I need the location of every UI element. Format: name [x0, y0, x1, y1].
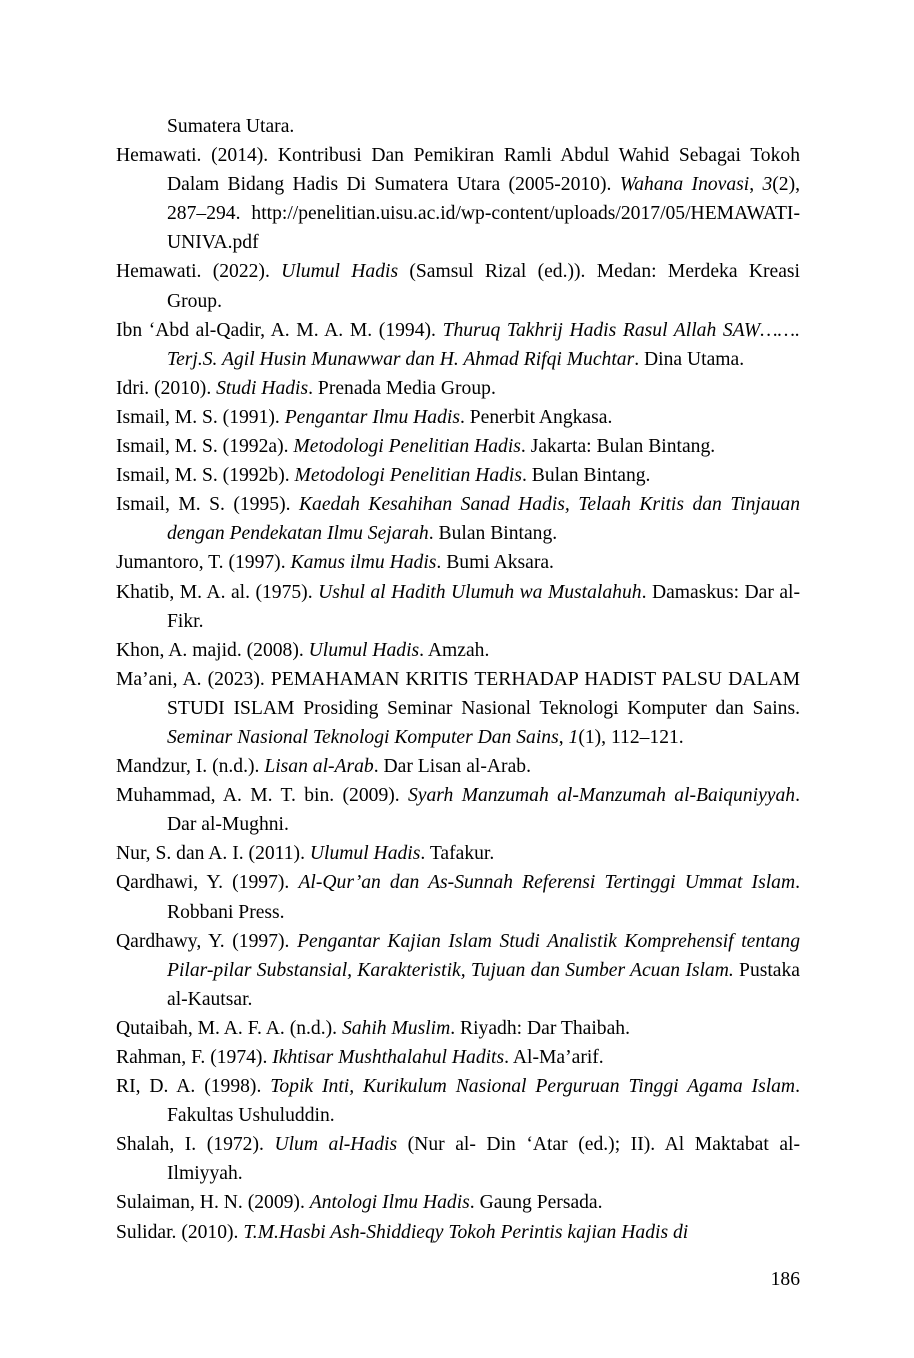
entry-text-italic: Seminar Nasional Teknologi Komputer Dan Sains [167, 726, 559, 748]
entry-text-plain: . Prenada Media Group. [308, 377, 496, 399]
entry-text-plain: . Dar al-Mughni. [167, 785, 800, 836]
bibliography-entry-ri-1998 [116, 1072, 800, 1130]
entry-text-plain: . Bumi Aksara. [436, 552, 554, 574]
entry-text-italic: Wahana Inovasi [619, 174, 750, 196]
bibliography-continuation-line [116, 112, 800, 141]
entry-text-italic: Ulumul Hadis [281, 261, 399, 283]
entry-text-plain: . Gaung Persada. [469, 1192, 603, 1214]
entry-text-plain: Rahman, F. (1974). [116, 1047, 273, 1068]
entry-text-plain: . Bulan Bintang. [522, 465, 651, 487]
entry-text-plain: Qardhawi, Y. (1997). [116, 872, 299, 894]
entry-text-plain: Jumantoro, T. (1997). [116, 552, 291, 574]
entry-text-italic: Antologi Ilmu Hadis [309, 1192, 470, 1214]
bibliography-entry-mandzur-nd [116, 752, 800, 781]
entry-text-plain: . Jakarta: Bulan Bintang. [520, 436, 716, 458]
entry-text-italic: Ulumul Hadis [308, 639, 420, 661]
bibliography-entry-sulidar-2010 [116, 1218, 800, 1247]
entry-text-plain: Ismail, M. S. (1992a). [116, 436, 294, 458]
entry-text-italic: Lisan al-Arab [264, 756, 374, 778]
bibliography-entry-maani-2023 [116, 665, 800, 752]
entry-text-italic: Studi Hadis [216, 377, 309, 399]
entry-text-plain: Shalah, I. (1972). [116, 1134, 275, 1156]
entry-text-italic: Metodologi Penelitian Hadis [294, 465, 522, 487]
entry-text-plain: Sulaiman, H. N. (2009). [116, 1192, 310, 1214]
page-number: 186 [770, 1269, 800, 1290]
entry-text-italic: Sahih Muslim [341, 1017, 451, 1039]
entry-text-italic: Kaedah Kesahihan Sanad Hadis, Telaah Kritis dan Tinjauan dengan Pendekatan Ilmu Sejarah [167, 494, 801, 545]
bibliography-entry-qardhawi-1997 [116, 868, 800, 926]
entry-text-italic-volume: 1 [568, 726, 579, 748]
entry-text-plain: , [558, 726, 569, 748]
entry-text-italic: Kamus ilmu Hadis [290, 552, 437, 574]
bibliography-entry-ismail-1995 [116, 490, 800, 548]
entry-text-plain: Khatib, M. A. al. (1975). [116, 581, 319, 603]
bibliography-entry-idri-2010 [116, 374, 800, 403]
bibliography-entry-rahman-1974 [116, 1043, 800, 1072]
bibliography-entry-hemawati-2022 [116, 257, 800, 315]
entry-text-plain: . Amzah. [419, 639, 490, 661]
entry-text-plain: Hemawati. (2022). [116, 261, 282, 283]
entry-text-plain: . Fakultas Ushuluddin. [167, 1076, 800, 1127]
entry-text-plain: , [749, 174, 763, 196]
bibliography-entry-khon-2008 [116, 636, 800, 665]
entry-text-italic: Al-Qur’an dan As-Sunnah Referensi Tertinggi Ummat Islam [298, 872, 796, 894]
entry-text-plain: . Robbani Press. [167, 872, 801, 923]
entry-text-plain: Khon, A. majid. (2008). [116, 639, 309, 661]
entry-text-italic: Pengantar Ilmu Hadis [284, 406, 460, 428]
entry-text-italic: Thuruq Takhrij Hadis Rasul Allah SAW……. Terj.S. Agil Husin Munawwar dan H. Ahmad Rifqi Muchtar [167, 319, 800, 370]
entry-text-plain: (Samsul Rizal (ed.)). Medan: Merdeka Kreasi Group. [167, 261, 800, 312]
entry-text-plain: Hemawati. (2014). Kontribusi Dan Pemikiran Ramli Abdul Wahid Sebagai Tokoh Dalam Bidang Hadis Di Sumatera Utara (2005-2010). [116, 145, 800, 196]
entry-text-italic: Ulum al-Hadis [274, 1134, 398, 1156]
entry-text-plain: Mandzur, I. (n.d.). [116, 756, 265, 778]
bibliography-entry-ismail-1991 [116, 403, 800, 432]
entry-text-italic: T.M.Hasbi Ash-Shiddieqy Tokoh Perintis kajian Hadis di [243, 1221, 689, 1243]
entry-text-plain: RI, D. A. (1998). [116, 1076, 271, 1098]
entry-text-italic: Ikhtisar Mushthalahul Hadits [272, 1047, 505, 1068]
bibliography-entry-khatib-1975 [116, 578, 800, 636]
bibliography-entry-ibn-abd-al-qadir-1994 [116, 316, 800, 374]
entry-text-plain: . Tafakur. [420, 843, 495, 865]
entry-text-italic: Syarh Manzumah al-Manzumah al-Baiquniyyah [408, 785, 796, 807]
entry-text-plain: (Nur al- Din ʻAtar (ed.); II). Al Maktabat al- Ilmiyyah. [167, 1134, 800, 1185]
entry-text-plain: Muhammad, A. M. T. bin. (2009). [116, 785, 408, 807]
bibliography-entry-ismail-1992b [116, 461, 800, 490]
bibliography-entry-qardhawy-1997 [116, 927, 800, 1014]
entry-text-italic: Pengantar Kajian Islam Studi Analistik Komprehensif tentang Pilar-pilar Substansial, Karakteristik, Tujuan dan Sumber Acuan Islam. [167, 930, 800, 981]
bibliography-entry-hemawati-2014 [116, 141, 800, 257]
entry-text-plain: . Penerbit Angkasa. [459, 406, 613, 428]
bibliography-entry-nur-2011 [116, 839, 800, 868]
entry-text-plain: Ma’ani, A. (2023). PEMAHAMAN KRITIS TERHADAP HADIST PALSU DALAM STUDI ISLAM Prosiding Seminar Nasional Teknologi Komputer dan Sains. [116, 668, 800, 719]
entry-text-italic: Metodologi Penelitian Hadis [293, 436, 521, 458]
entry-text-italic-volume: 3 [762, 174, 773, 196]
entry-text-plain: Ibn ʻAbd al-Qadir, A. M. A. M. (1994). [116, 319, 443, 341]
entry-text-plain: Idri. (2010). [116, 377, 217, 399]
entry-text-plain: Ismail, M. S. (1991). [116, 406, 285, 428]
continuation-text: Sumatera Utara. [167, 116, 295, 137]
bibliography-entry-ismail-1992a [116, 432, 800, 461]
entry-text-plain: (1), 112–121. [578, 726, 684, 748]
entry-text-plain: Pustaka al-Kautsar. [167, 959, 800, 1010]
entry-text-plain: Qutaibah, M. A. F. A. (n.d.). [116, 1017, 342, 1039]
entry-text-plain: . Dina Utama. [634, 348, 745, 370]
entry-text-plain: . Damaskus: Dar al-Fikr. [167, 581, 800, 632]
entry-text-plain: Sulidar. (2010). [116, 1221, 244, 1243]
entry-text-plain: . Al-Ma’arif. [504, 1047, 604, 1068]
entry-text-plain: . Dar Lisan al-Arab. [373, 756, 531, 778]
entry-text-plain: Qardhawy, Y. (1997). [116, 930, 298, 952]
bibliography-entry-shalah-1972 [116, 1130, 800, 1188]
entry-text-plain: . Bulan Bintang. [428, 523, 558, 545]
entry-text-italic: Ulumul Hadis [309, 843, 421, 865]
entry-text-italic: Ushul al Hadith Ulumuh wa Mustalahuh [318, 581, 642, 603]
entry-text-italic: Topik Inti, Kurikulum Nasional Perguruan Tinggi Agama Islam [270, 1076, 796, 1098]
entry-text-plain: Ismail, M. S. (1992b). [116, 465, 295, 487]
bibliography-list [116, 112, 800, 1247]
entry-text-plain: . Riyadh: Dar Thaibah. [450, 1017, 630, 1039]
entry-text-plain: (2), 287–294. http://penelitian.uisu.ac.id/wp-content/uploads/2017/05/HEMAWATI-UNIVA.pdf [167, 174, 800, 254]
entry-text-plain: Ismail, M. S. (1995). [116, 494, 299, 516]
bibliography-entry-sulaiman-2009 [116, 1188, 800, 1217]
bibliography-entry-muhammad-2009 [116, 781, 800, 839]
bibliography-entry-jumantoro-1997 [116, 548, 800, 577]
entry-text-plain: Nur, S. dan A. I. (2011). [116, 843, 310, 865]
bibliography-entry-qutaibah-nd [116, 1014, 800, 1043]
